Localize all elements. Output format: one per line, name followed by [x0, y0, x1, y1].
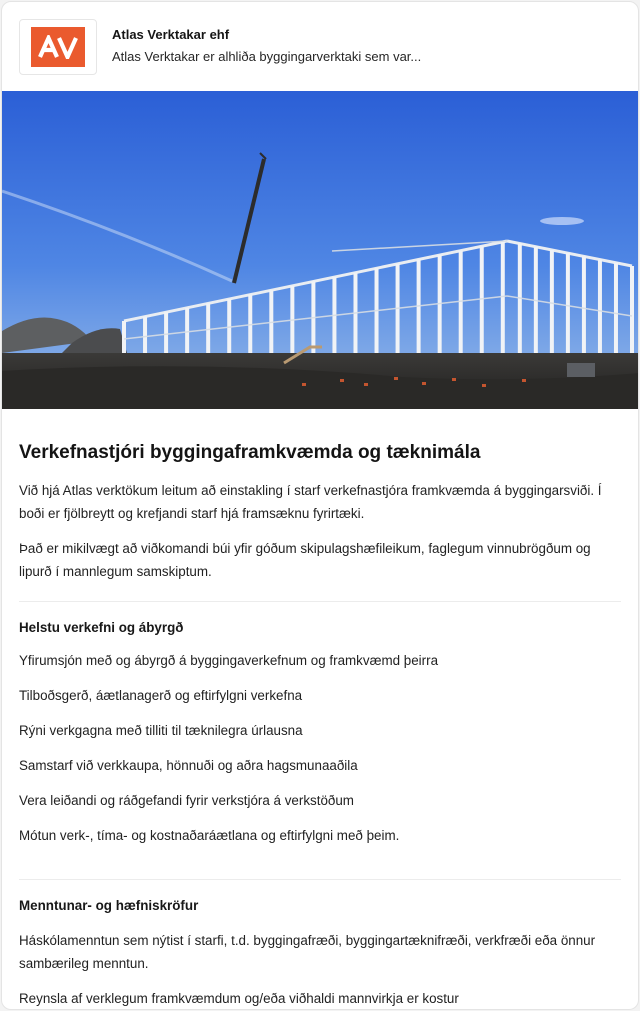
company-name[interactable]: Atlas Verktakar ehf	[112, 27, 230, 42]
qualifications-heading: Menntunar- og hæfniskröfur	[19, 898, 199, 913]
section-divider	[19, 601, 621, 602]
company-header[interactable]	[2, 2, 638, 91]
list-item: Samstarf við verkkaupa, hönnuði og aðra hagsmunaaðila	[19, 758, 358, 773]
list-item: Vera leiðandi og ráðgefandi fyrir verkstjóra á verkstöðum	[19, 793, 354, 808]
job-content	[2, 440, 638, 1010]
qualifications-list	[19, 930, 621, 1010]
company-description: Atlas Verktakar er alhliða byggingarverktaki sem var...	[112, 49, 422, 64]
section-divider	[19, 879, 621, 880]
job-posting-card	[1, 1, 639, 1010]
list-item: Mótun verk-, tíma- og kostnaðaráætlana og eftirfylgni með þeim.	[19, 828, 400, 843]
list-item: Tilboðsgerð, áætlanagerð og eftirfylgni verkefna	[19, 688, 303, 703]
responsibilities-list	[19, 651, 621, 861]
company-info	[112, 26, 421, 67]
list-item: Reynsla af verklegum framkvæmdum og/eða viðhaldi mannvirkja er kostur	[19, 991, 459, 1006]
list-item: Rýni verkgagna með tilliti til tæknilegra úrlausna	[19, 723, 303, 738]
job-intro-paragraph-1: Við hjá Atlas verktökum leitum að einstakling í starf verkefnastjóra framkvæmda á byggingarsviði. Í boði er fjölbreytt og krefjandi starf hjá framsæknu fyrirtæki.	[19, 483, 602, 521]
job-intro-paragraph-2: Það er mikilvægt að viðkomandi búi yfir góðum skipulagshæfileikum, faglegum vinnubrögðum og lipurð í mannlegum samskiptum.	[19, 541, 591, 579]
responsibilities-heading: Helstu verkefni og ábyrgð	[19, 620, 184, 635]
list-item: Háskólamenntun sem nýtist í starfi, t.d. byggingafræði, byggingartæknifræði, verkfræði eða önnur sambærileg menntun.	[19, 933, 596, 971]
company-logo	[31, 27, 85, 67]
av-logo-icon	[38, 35, 78, 59]
construction-photo-icon	[2, 91, 639, 409]
list-item: Yfirumsjón með og ábyrgð á byggingaverkefnum og framkvæmd þeirra	[19, 653, 439, 668]
company-logo-frame[interactable]	[19, 19, 97, 75]
job-title: Verkefnastjóri byggingaframkvæmda og tæknimála	[19, 442, 481, 463]
hero-image	[2, 91, 639, 409]
